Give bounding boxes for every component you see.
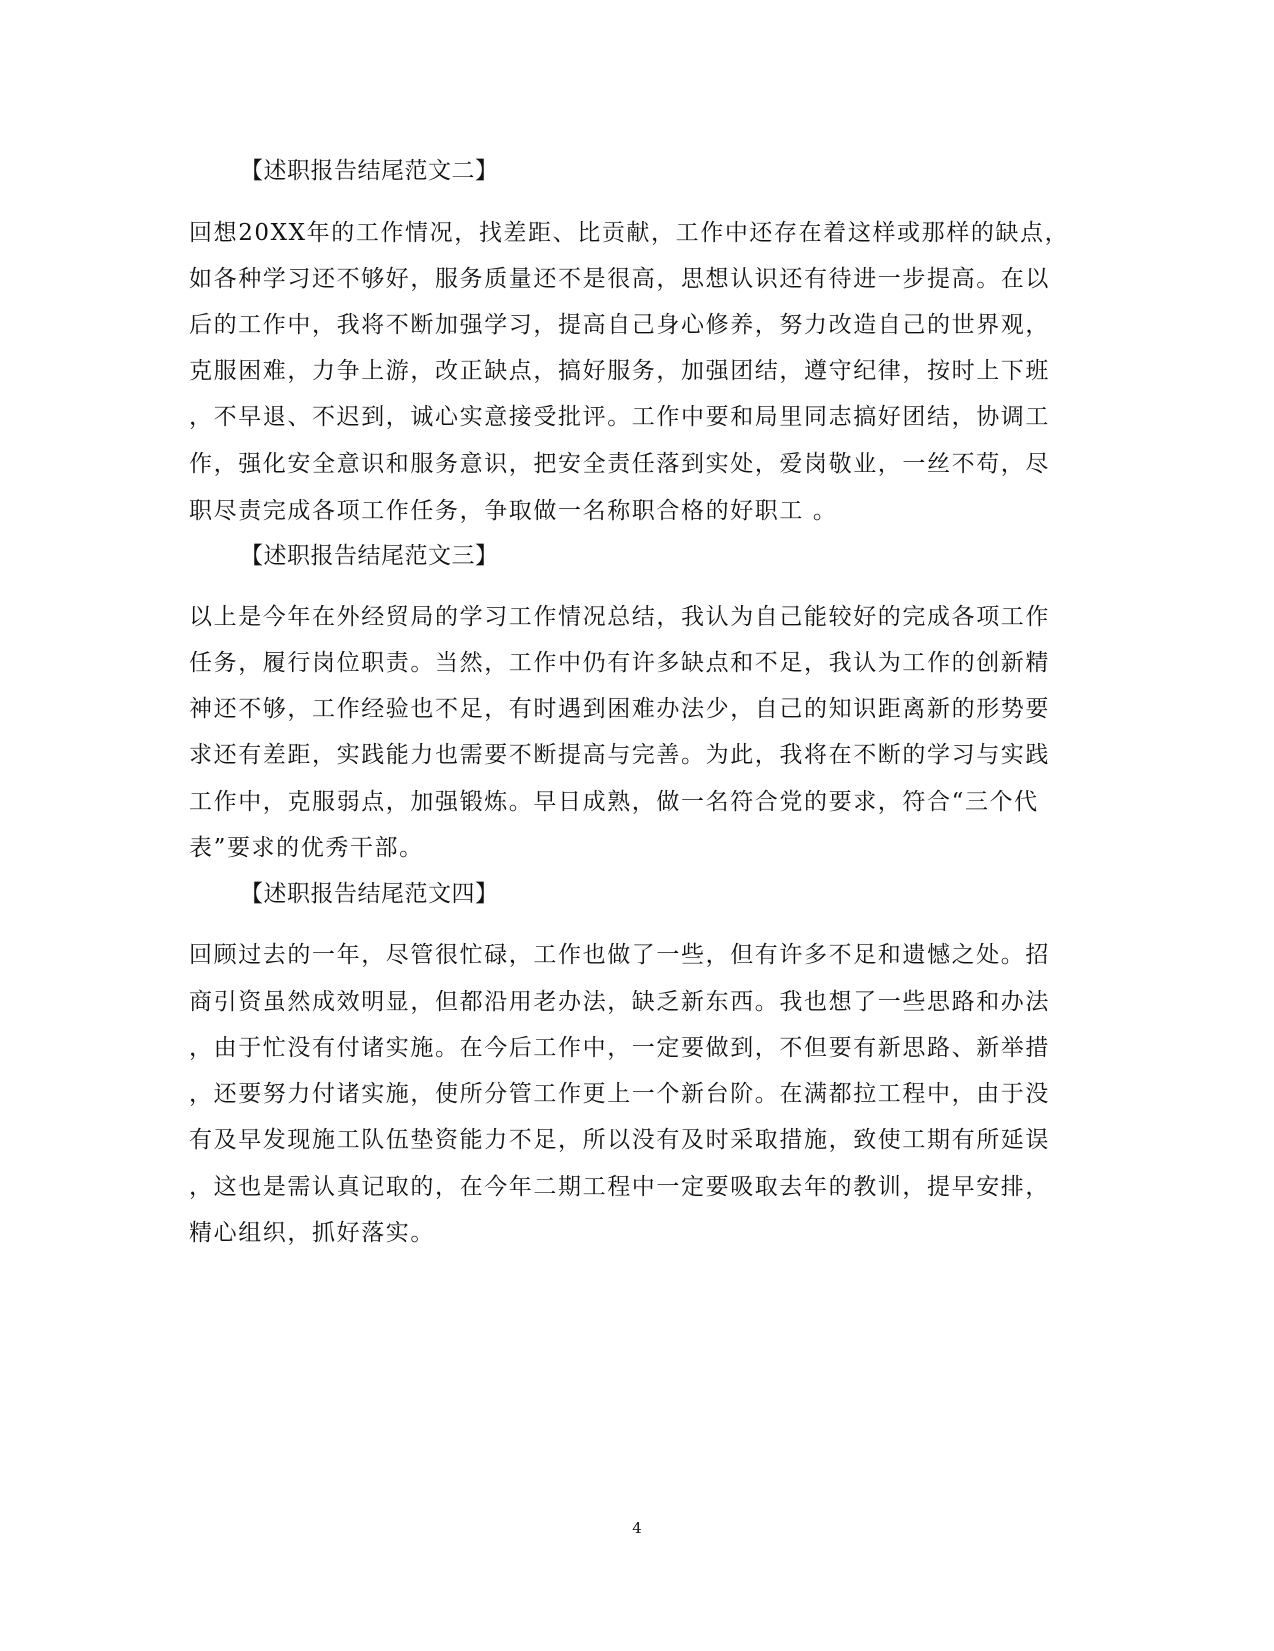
paragraph-line: 表”要求的优秀干部。 [189, 835, 424, 861]
paragraph-line: 如各种学习还不够好，服务质量还不是很高，思想认识还有待进一步提高。在以 [189, 266, 1050, 292]
paragraph-line: 以上是今年在外经贸局的学习工作情况总结，我认为自己能较好的完成各项工作 [189, 604, 1050, 630]
section-heading-2: 【述职报告结尾范文二】 [240, 158, 499, 184]
page-number: 4 [632, 1519, 642, 1537]
paragraph-line: 职尽责完成各项工作任务，争取做一名称职合格的好职工 。 [189, 498, 838, 524]
section-heading-4: 【述职报告结尾范文四】 [240, 881, 499, 907]
paragraph-line: ，还要努力付诸实施，使所分管工作更上一个新台阶。在满都拉工程中，由于没 [189, 1081, 1050, 1107]
paragraph-line: 工作中，克服弱点，加强锻炼。早日成熟，做一名符合党的要求，符合“三个代 [189, 789, 1039, 815]
paragraph-line: 回想20XX年的工作情况，找差距、比贡献，工作中还存在着这样或那样的缺点， [189, 220, 1070, 246]
paragraph-line: ，由于忙没有付诸实施。在今后工作中，一定要做到，不但要有新思路、新举措 [189, 1035, 1050, 1061]
paragraph-line: 有及早发现施工队伍垫资能力不足，所以没有及时采取措施，致使工期有所延误 [189, 1127, 1050, 1153]
paragraph-line: 求还有差距，实践能力也需要不断提高与完善。为此，我将在不断的学习与实践 [189, 742, 1050, 768]
paragraph-line: 神还不够，工作经验也不足，有时遇到困难办法少，自己的知识距离新的形势要 [189, 696, 1050, 722]
paragraph-line: 克服困难，力争上游，改正缺点，搞好服务，加强团结，遵守纪律，按时上下班 [189, 358, 1050, 384]
paragraph-line: ，这也是需认真记取的，在今年二期工程中一定要吸取去年的教训，提早安排， [189, 1174, 1050, 1200]
paragraph-line: 商引资虽然成效明显，但都沿用老办法，缺乏新东西。我也想了一些思路和办法 [189, 989, 1050, 1015]
paragraph-line: 精心组织，抓好落实。 [189, 1220, 435, 1246]
paragraph-line: 任务，履行岗位职责。当然，工作中仍有许多缺点和不足，我认为工作的创新精 [189, 650, 1050, 676]
paragraph-line: 回顾过去的一年，尽管很忙碌，工作也做了一些，但有许多不足和遗憾之处。招 [189, 942, 1050, 968]
paragraph-line: 后的工作中，我将不断加强学习，提高自己身心修养，努力改造自己的世界观， [189, 312, 1050, 338]
section-heading-3: 【述职报告结尾范文三】 [240, 543, 499, 569]
paragraph-line: 作，强化安全意识和服务意识，把安全责任落到实处，爱岗敬业，一丝不苟，尽 [189, 451, 1050, 477]
paragraph-line: ，不早退、不迟到，诚心实意接受批评。工作中要和局里同志搞好团结，协调工 [189, 404, 1050, 430]
